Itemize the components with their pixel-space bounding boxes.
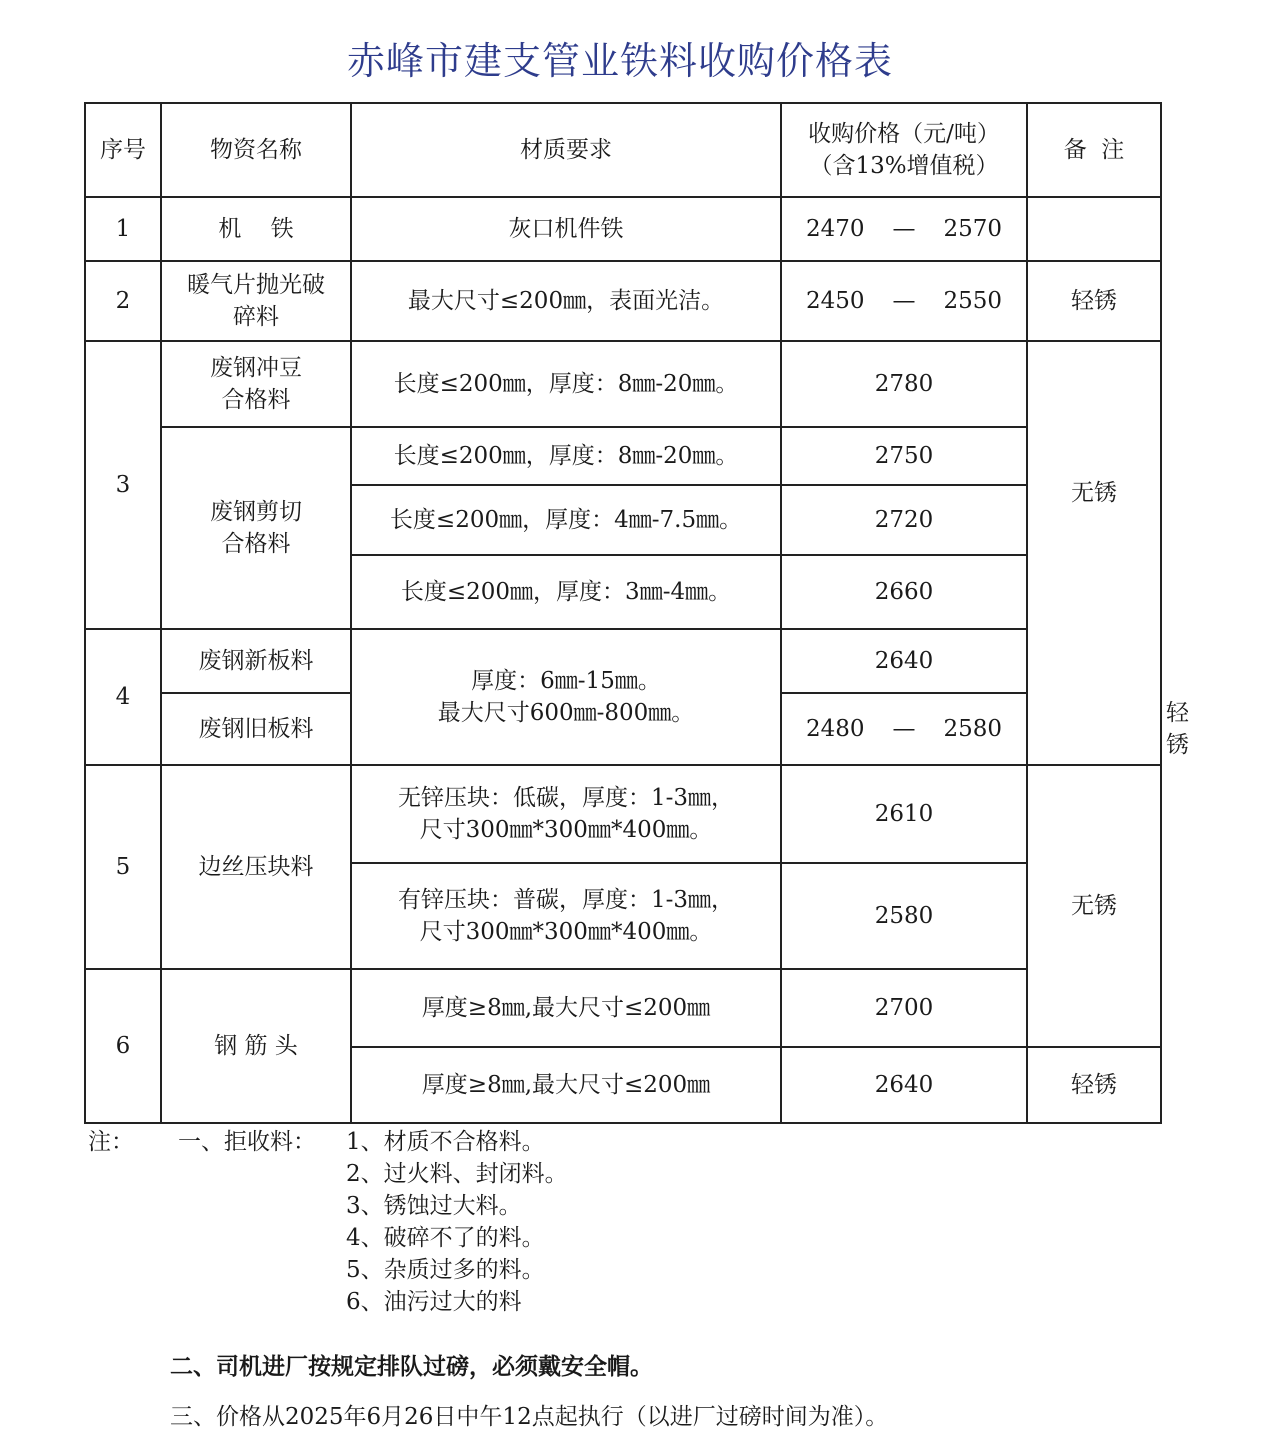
row1-seq: 1: [85, 197, 161, 261]
price-table: [84, 102, 1189, 1124]
table-row: [85, 197, 1161, 261]
row4-spec-line2: 最大尺寸600㎜-800㎜。: [437, 700, 695, 726]
row3-spec-b3: 长度≤200㎜，厚度：3㎜-4㎜。: [351, 555, 781, 629]
row4-seq: 4: [85, 629, 161, 765]
row4-price-a: 2640: [781, 629, 1027, 693]
table-row: [85, 341, 1161, 427]
row3-price-b1: 2750: [781, 427, 1027, 485]
row1-spec: 灰口机件铁: [351, 197, 781, 261]
table-row: [85, 765, 1161, 863]
row2-spec: 最大尺寸≤200㎜，表面光洁。: [351, 261, 781, 341]
row4-name-b: 废钢旧板料: [161, 693, 351, 765]
list-item: 3、锈蚀过大料。: [346, 1193, 522, 1219]
row1-price: [781, 197, 1027, 261]
row5-spec-b-line2: 尺寸300㎜*300㎜*400㎜。: [419, 919, 713, 945]
row5-spec-b-line1: 有锌压块：普碳，厚度：1-3㎜，: [397, 887, 735, 913]
row3-price-b3: 2660: [781, 555, 1027, 629]
row2-seq: 2: [85, 261, 161, 341]
row3-spec-b2: 长度≤200㎜，厚度：4㎜-7.5㎜。: [351, 485, 781, 555]
row2-price-high: 2550: [943, 288, 1002, 314]
note-item-2: 二、司机进厂按规定排队过磅，必须戴安全帽。: [170, 1353, 653, 1380]
row4-price-dash: —: [892, 716, 916, 742]
table-header-row: [85, 103, 1161, 197]
table-row: 废钢旧板料 2480 — 2580 轻锈: [85, 693, 1161, 765]
row3-name-a: 废钢冲豆合格料: [161, 341, 351, 427]
row6-seq: 6: [85, 969, 161, 1123]
list-item: 1、材质不合格料。: [346, 1129, 545, 1155]
row6-name: 钢 筋 头: [161, 969, 351, 1123]
list-item: 5、杂质过多的料。: [346, 1257, 545, 1283]
row2-price-dash: —: [892, 288, 916, 314]
row5-spec-a-line2: 尺寸300㎜*300㎜*400㎜。: [419, 817, 713, 843]
row2-remark: 轻锈: [1027, 261, 1161, 341]
row1-price-dash: —: [892, 216, 916, 242]
row6-spec-b: 厚度≥8㎜,最大尺寸≤200㎜: [351, 1047, 781, 1123]
list-item: 4、破碎不了的料。: [346, 1225, 545, 1251]
header-seq: 序号: [85, 103, 161, 197]
row3-name-b: 废钢剪切合格料: [161, 427, 351, 629]
header-remark: 备 注: [1027, 103, 1161, 197]
header-price-line1: 收购价格（元/吨）: [808, 121, 1000, 147]
row4-spec-line1: 厚度：6㎜-15㎜。: [471, 668, 661, 694]
row3-price-b2: 2720: [781, 485, 1027, 555]
row4-price-high: 2580: [943, 716, 1002, 742]
row5-spec-b: [351, 863, 781, 969]
row4-spec: [351, 629, 781, 765]
reject-list: [346, 1126, 568, 1318]
table-row: [85, 629, 1161, 693]
row6-price-b: 2640: [781, 1047, 1027, 1123]
row5-6-remark: 无锈: [1027, 765, 1161, 1047]
row3-4-remark: 无锈: [1027, 341, 1161, 765]
row5-spec-a: [351, 765, 781, 863]
row3-seq: 3: [85, 341, 161, 629]
header-price-line2: （含13%增值税）: [809, 153, 999, 179]
row1-remark: [1027, 197, 1161, 261]
row1-name: 机 铁: [161, 197, 351, 261]
header-price: [781, 103, 1027, 197]
row3-spec-b1: 长度≤200㎜，厚度：8㎜-20㎜。: [351, 427, 781, 485]
row2-name: 暖气片抛光破碎料: [161, 261, 351, 341]
row1-price-high: 2570: [943, 216, 1002, 242]
list-item: 6、油污过大的料: [346, 1289, 522, 1315]
row6-price-a: 2700: [781, 969, 1027, 1047]
row4-name-a: 废钢新板料: [161, 629, 351, 693]
list-item: 2、过火料、封闭料。: [346, 1161, 568, 1187]
table-row: [85, 969, 1161, 1047]
row5-price-a: 2610: [781, 765, 1027, 863]
note-item-3: 三、价格从2025年6月26日中午12点起执行（以进厂过磅时间为准）。: [170, 1404, 889, 1430]
row3-price-a: 2780: [781, 341, 1027, 427]
row4-price-b: [781, 693, 1027, 765]
notes-label: 注：: [88, 1129, 134, 1155]
header-name: 物资名称: [161, 103, 351, 197]
document-title: 赤峰市建支管业铁料收购价格表: [346, 39, 893, 83]
row6-spec-a: 厚度≥8㎜,最大尺寸≤200㎜: [351, 969, 781, 1047]
row5-seq: 5: [85, 765, 161, 969]
table-row: [85, 427, 1161, 485]
row2-price: [781, 261, 1027, 341]
table-row: [85, 261, 1161, 341]
row5-spec-a-line1: 无锌压块：低碳，厚度：1-3㎜，: [397, 785, 735, 811]
header-spec: 材质要求: [351, 103, 781, 197]
row5-name: 边丝压块料: [161, 765, 351, 969]
row1-price-low: 2470: [806, 216, 865, 242]
row2-price-low: 2450: [806, 288, 865, 314]
reject-title: 一、拒收料：: [178, 1129, 316, 1155]
row4-price-low: 2480: [806, 716, 865, 742]
row6-remark-b: 轻锈: [1027, 1047, 1161, 1123]
row5-price-b: 2580: [781, 863, 1027, 969]
row3-spec-a: 长度≤200㎜，厚度：8㎜-20㎜。: [351, 341, 781, 427]
